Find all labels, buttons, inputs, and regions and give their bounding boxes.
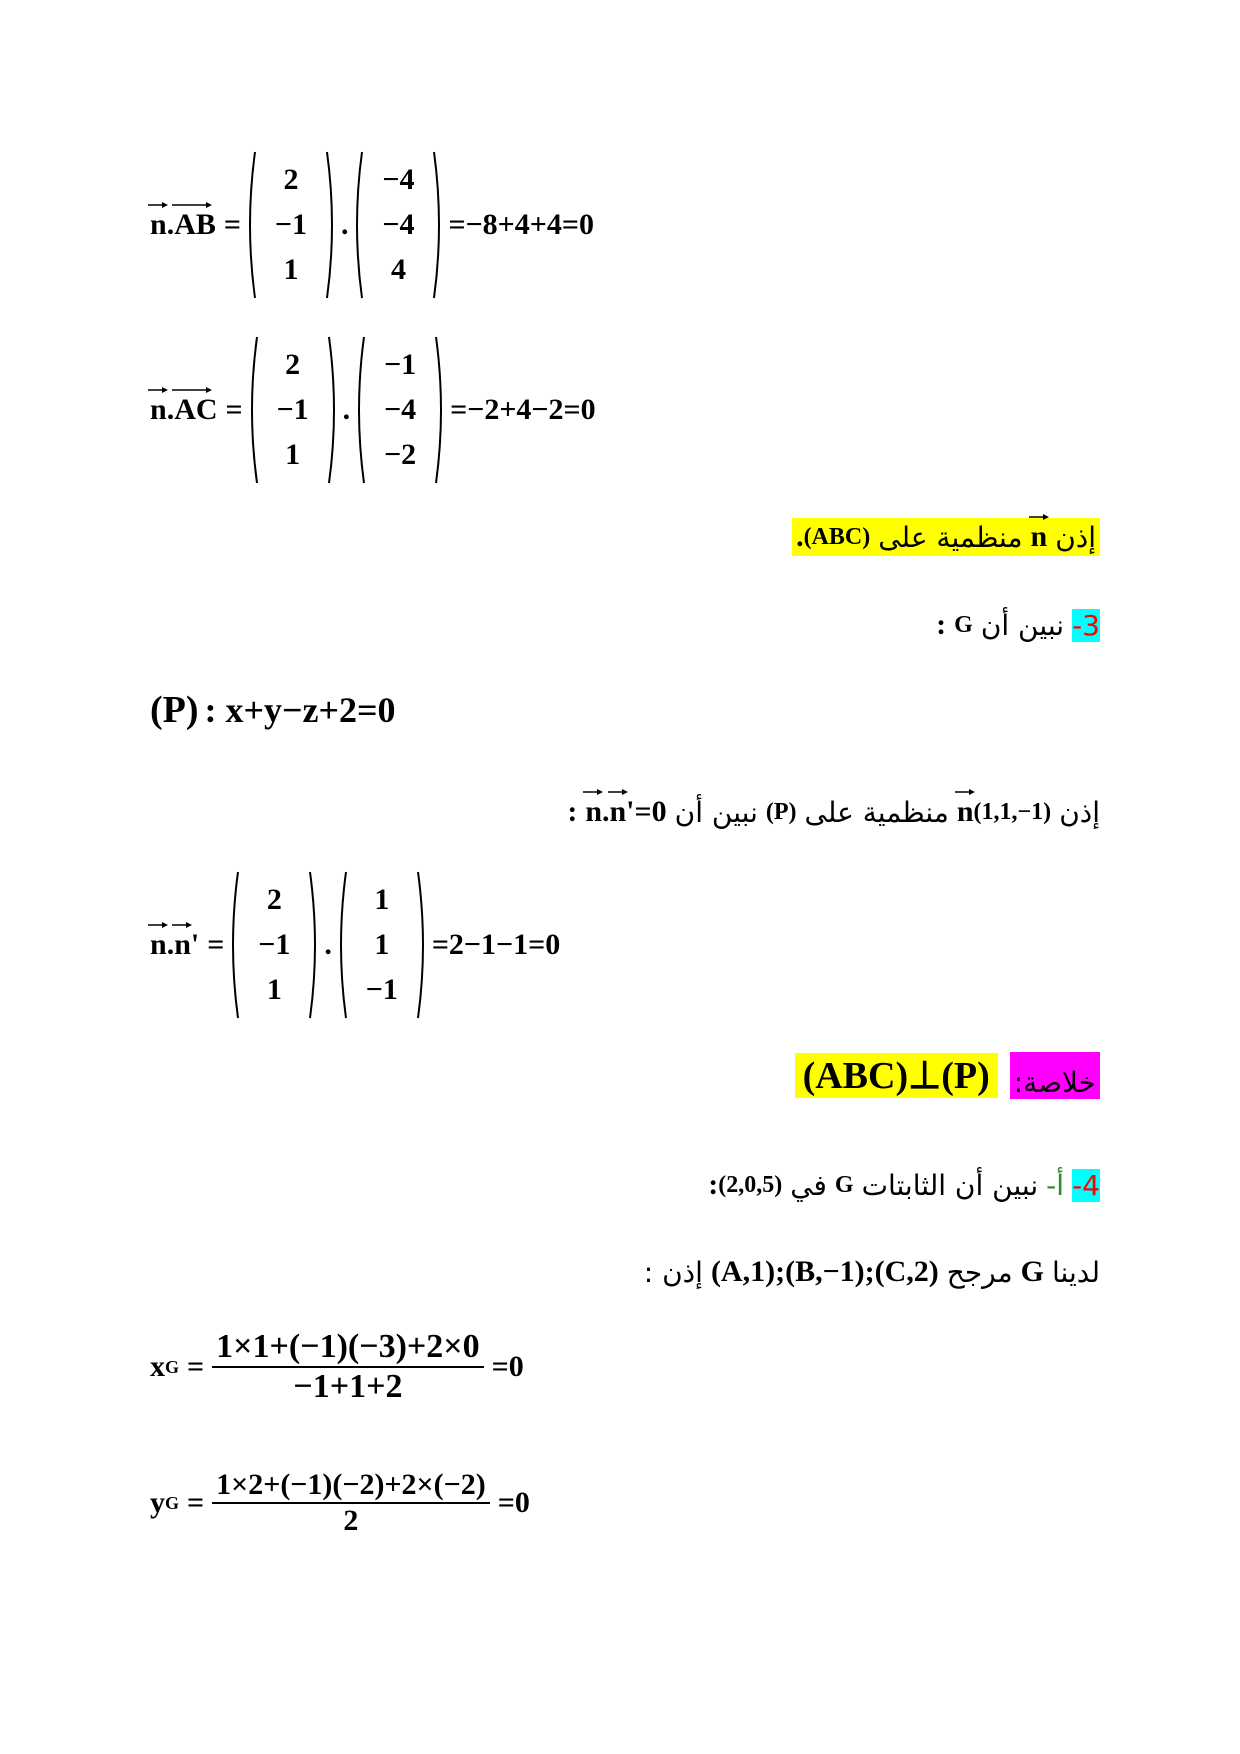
right-paren-icon	[325, 150, 339, 300]
vector-n-prime: n'	[174, 928, 199, 962]
column-vector-ac: −1 −4 −2	[352, 335, 448, 485]
statement-normal-p: إذن (1,1,−1) n منظمية على (P) نبين أن n . n' =0 :	[567, 795, 1100, 829]
column-vector-n: 2 −1 1	[243, 150, 339, 300]
equation-result: =−8+4+4=0	[448, 208, 594, 241]
vector-arrow-icon	[955, 787, 975, 797]
column-vector-n-prime: 1 1 −1	[334, 870, 430, 1020]
vector-arrow-icon	[172, 385, 212, 395]
vector-n: n	[585, 795, 602, 829]
left-paren-icon	[350, 150, 364, 300]
right-paren-icon	[308, 870, 322, 1020]
conclusion-n-normal-abc: إذن n منظمية على (ABC) .	[792, 518, 1100, 556]
vector-ab: AB	[174, 208, 216, 242]
barycenter-statement: لدينا G مرجح (A,1);(B,−1);(C,2) إذن :	[643, 1255, 1100, 1289]
plane-equation: (P) : x+y−z+2=0	[150, 689, 396, 731]
vector-arrow-icon	[172, 200, 212, 210]
vector-n-prime: n'	[610, 795, 635, 829]
fraction-yg: $\frac{1\times 2+(-1)(-2)+2\times(-2)}{2}$	[212, 1468, 490, 1538]
summary	[795, 1052, 1100, 1099]
left-paren-icon	[352, 335, 366, 485]
vector-n: n	[150, 393, 167, 427]
vector-arrow-icon	[1029, 512, 1049, 522]
equation-result: =−2+4−2=0	[450, 393, 596, 426]
vector-arrow-icon	[148, 385, 168, 395]
left-paren-icon	[226, 870, 240, 1020]
right-paren-icon	[432, 150, 446, 300]
vector-n: n	[150, 928, 167, 962]
dot-product-condition: n . n' =0	[585, 795, 666, 829]
equation-result: =2−1−1=0	[431, 928, 561, 961]
question-number: 4-	[1072, 1168, 1100, 1202]
left-paren-icon	[243, 150, 257, 300]
vector-arrow-icon	[172, 920, 192, 930]
question-3: 3- نبين أن G :	[936, 608, 1100, 642]
vector-arrow-icon	[583, 787, 603, 797]
equation-yg: y G = $\frac{1\times 2+(-1)(-2)+2\times(-2)}{2}$ =0	[150, 1468, 530, 1537]
vector-arrow-icon	[148, 200, 168, 210]
summary-label: خلاصة:	[1010, 1052, 1100, 1099]
column-vector-n: 2 −1 1	[226, 870, 322, 1020]
vector-ac: AC	[174, 393, 217, 427]
left-paren-icon	[245, 335, 259, 485]
vector-n: n	[1031, 520, 1048, 554]
equation-n-dot-n-prime: n . n' = 2 −1 1 . 1 1 −1 =2−1−1=0	[150, 870, 560, 1020]
right-paren-icon	[416, 870, 430, 1020]
question-4a: 4- أ- نبين أن الثابتات G في (2,0,5) :	[708, 1168, 1100, 1202]
fraction-xg: $\frac{1\times 1+(-1)(-3)+2\times 0}{-1+1+2}$	[212, 1328, 484, 1406]
equation-n-dot-ac: n . AC = 2 −1 1 . −1 −4 −2 =−2+4−2=0	[150, 335, 596, 485]
summary-result: (ABC)⊥(P)	[795, 1053, 998, 1098]
left-paren-icon	[334, 870, 348, 1020]
vector-n: n	[150, 208, 167, 242]
vector-n: n	[957, 795, 974, 829]
equation-xg: x G = $\frac{1\times 1+(-1)(-3)+2\times 0}{-1+1+2}$ =0	[150, 1328, 524, 1405]
column-vector-n: 2 −1 1	[245, 335, 341, 485]
right-paren-icon	[434, 335, 448, 485]
vector-arrow-icon	[608, 787, 628, 797]
right-paren-icon	[327, 335, 341, 485]
vector-arrow-icon	[148, 920, 168, 930]
equation-n-dot-ab: n . AB = 2 −1 1 . −4 −4 4 =−8+4+4=0	[150, 150, 594, 300]
question-number: 3-	[1072, 608, 1100, 642]
column-vector-ab: −4 −4 4	[350, 150, 446, 300]
